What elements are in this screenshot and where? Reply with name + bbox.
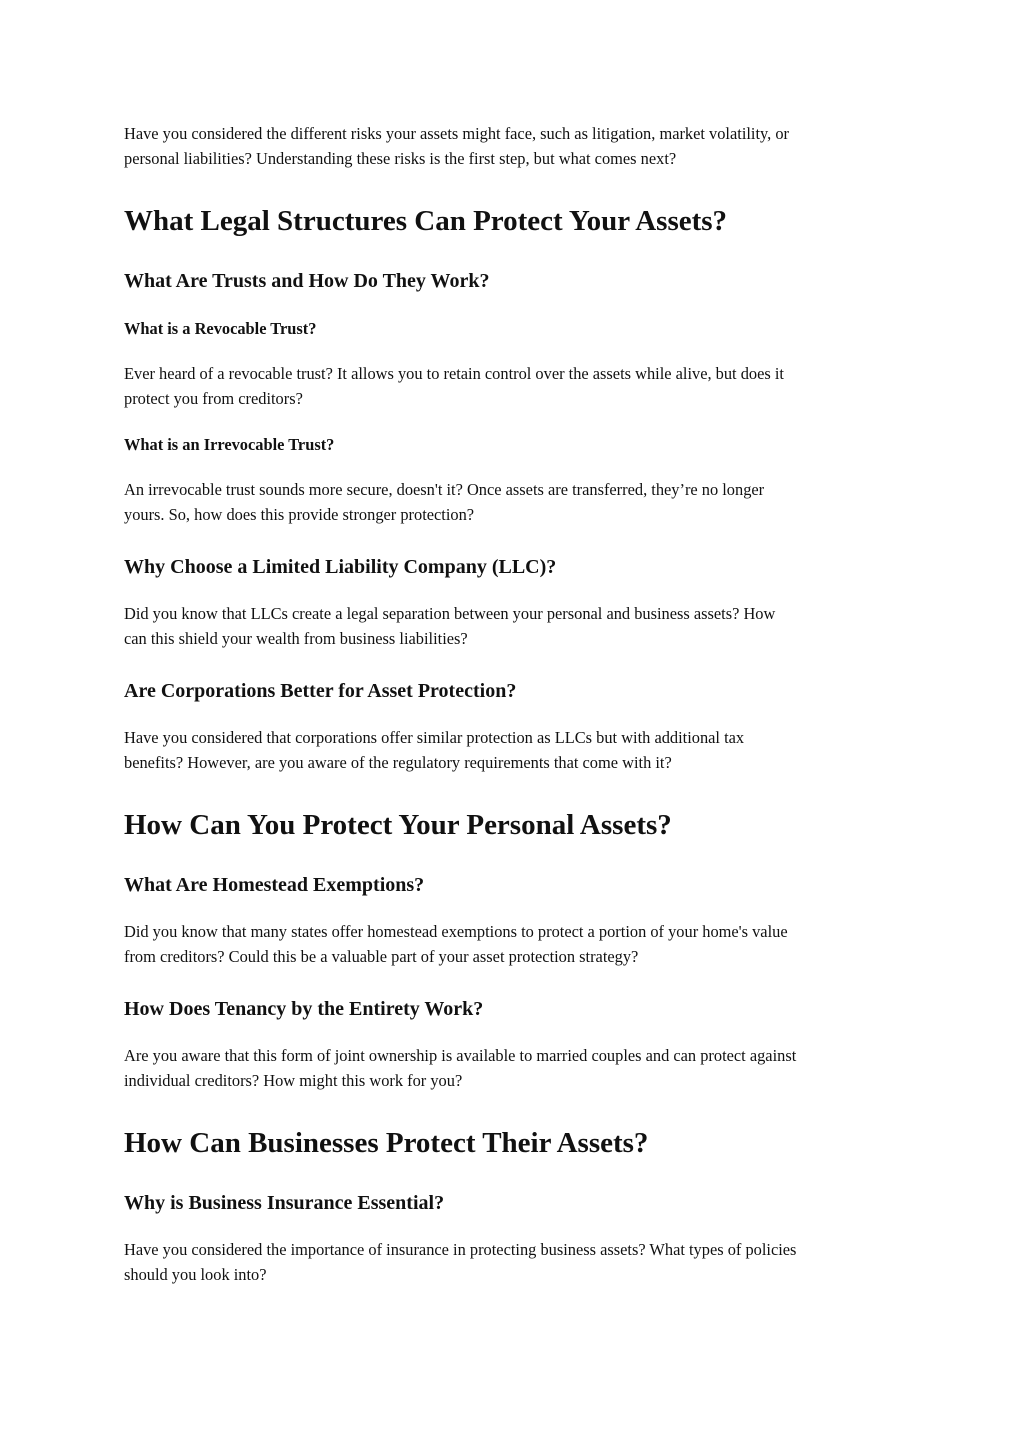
corporations-paragraph [124,726,744,775]
heading-trusts: What Are Trusts and How Do They Work? [124,270,490,292]
heading-business-insurance: Why is Business Insurance Essential? [124,1192,445,1214]
revocable-line-1: Ever heard of a revocable trust? It allows you to retain control over the assets while alive, but does it [124,364,784,383]
intro-line-2: personal liabilities? Understanding these risks is the first step, but what comes next? [124,148,677,168]
homestead-line-1: Did you know that many states offer homestead exemptions to protect a portion of your home's value [124,922,788,941]
heading-legal-structures: What Legal Structures Can Protect Your Assets? [124,205,728,237]
heading-llc: Why Choose a Limited Liability Company (LLC)? [124,556,557,578]
llc-paragraph [124,602,775,651]
heading-tenancy: How Does Tenancy by the Entirety Work? [124,998,484,1020]
insurance-line-2: should you look into? [124,1264,267,1284]
irrevocable-trust-paragraph [124,478,764,527]
irrevocable-line-2: yours. So, how does this provide stronger protection? [124,504,475,524]
corporations-line-2: benefits? However, are you aware of the regulatory requirements that come with it? [124,752,672,772]
llc-line-2: can this shield your wealth from business liabilities? [124,628,468,648]
homestead-paragraph [124,920,788,969]
homestead-line-2: from creditors? Could this be a valuable part of your asset protection strategy? [124,946,639,966]
tenancy-line-2: individual creditors? How might this work for you? [124,1070,463,1090]
tenancy-paragraph [124,1044,796,1093]
insurance-line-1: Have you considered the importance of insurance in protecting business assets? What types of policies [124,1240,797,1259]
insurance-paragraph [124,1238,796,1287]
intro-paragraph [124,122,789,171]
intro-line-1: Have you considered the different risks your assets might face, such as litigation, market volatility, or [124,124,790,143]
heading-revocable-trust: What is a Revocable Trust? [124,319,317,338]
heading-personal-assets: How Can You Protect Your Personal Assets? [124,809,672,841]
irrevocable-line-1: An irrevocable trust sounds more secure, doesn't it? Once assets are transferred, they’re no longer [124,480,765,499]
llc-line-1: Did you know that LLCs create a legal separation between your personal and business assets? How [124,604,776,623]
revocable-line-2: protect you from creditors? [124,388,303,408]
corporations-line-1: Have you considered that corporations offer similar protection as LLCs but with additional tax [124,728,745,747]
heading-corporations: Are Corporations Better for Asset Protection? [124,680,517,702]
heading-irrevocable-trust: What is an Irrevocable Trust? [124,435,335,454]
heading-business-assets: How Can Businesses Protect Their Assets? [124,1127,649,1159]
heading-homestead: What Are Homestead Exemptions? [124,874,425,896]
tenancy-line-1: Are you aware that this form of joint ownership is available to married couples and can protect against [124,1046,797,1065]
revocable-trust-paragraph [124,362,784,411]
